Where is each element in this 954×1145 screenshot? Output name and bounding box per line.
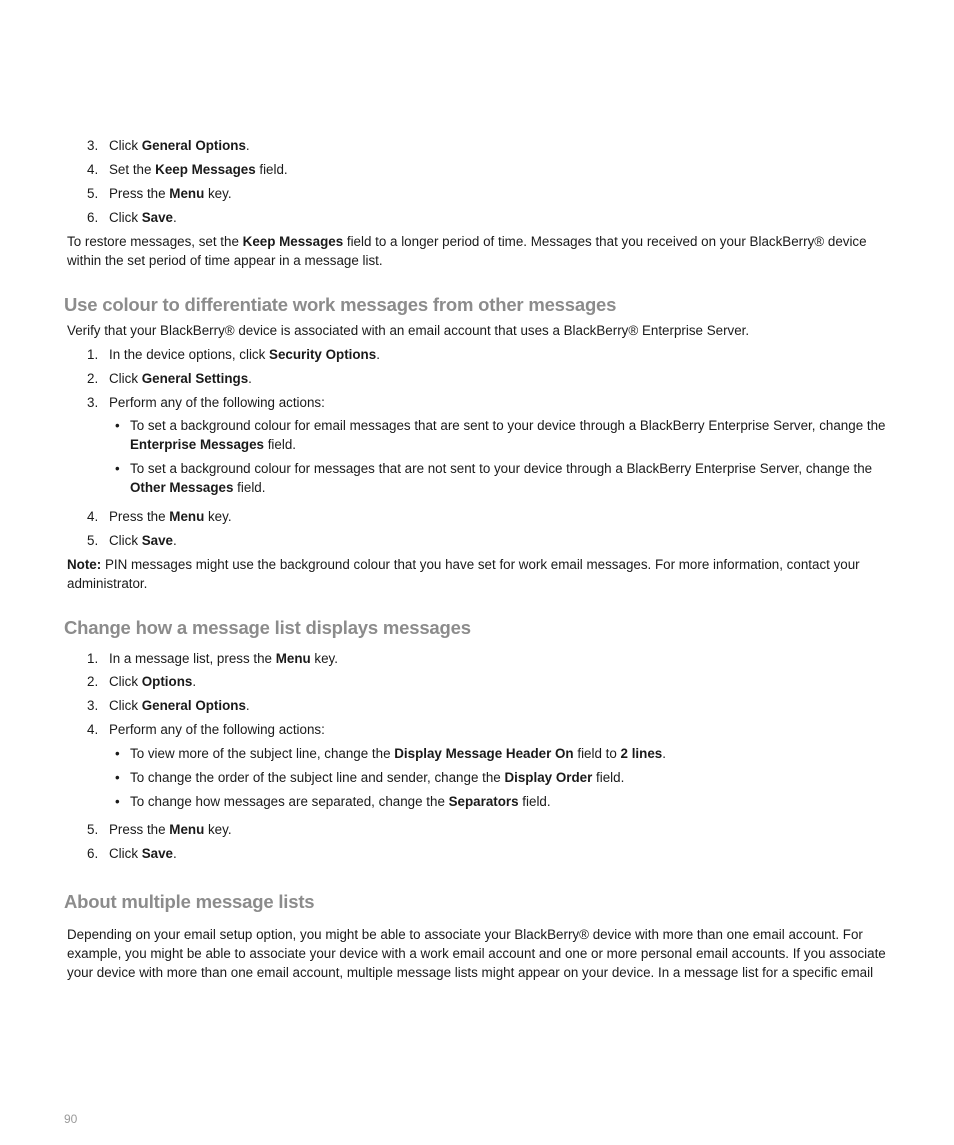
list-item: 5. Press the Menu key.	[87, 822, 232, 837]
bullet-icon: •	[115, 461, 120, 476]
list-item: 4. Perform any of the following actions:	[87, 722, 325, 737]
list-item: 5. Press the Menu key.	[87, 186, 232, 201]
body-paragraph: Depending on your email setup option, you might be able to associate your BlackBerry® device with more than one email account. For example, you might be able to associate your device with a work email account and one or more personal email accounts. If you associate your device with more than one email account, multiple message lists might appear on your device. In a message list for a specific email	[67, 927, 886, 980]
list-item: 4. Press the Menu key.	[87, 509, 232, 524]
list-item: 6. Click Save.	[87, 210, 177, 225]
bullet-icon: •	[115, 794, 120, 809]
list-item: 6. Click Save.	[87, 846, 177, 861]
bullet-item: • To set a background colour for email messages that are sent to your device through a BlackBerry Enterprise Server, change the Enterprise Messages field.	[115, 418, 886, 452]
list-item: 3. Click General Options.	[87, 138, 250, 153]
list-item: 1. In the device options, click Security Options.	[87, 347, 380, 362]
bullet-icon: •	[115, 770, 120, 785]
bullet-item: • To set a background colour for messages that are not sent to your device through a BlackBerry Enterprise Server, change the Other Messages field.	[115, 461, 873, 495]
page-number: 90	[64, 1112, 78, 1126]
bullet-icon: •	[115, 418, 120, 433]
bullet-item: • To change the order of the subject line and sender, change the Display Order field.	[115, 770, 625, 785]
list-item: 1. In a message list, press the Menu key.	[87, 651, 338, 666]
note-paragraph: Note: PIN messages might use the background colour that you have set for work email messages. For more information, contact your administrator.	[67, 557, 860, 591]
intro-paragraph: Verify that your BlackBerry® device is associated with an email account that uses a BlackBerry® Enterprise Server.	[67, 323, 750, 338]
list-item: 3. Perform any of the following actions:	[87, 395, 325, 410]
section-heading: About multiple message lists	[64, 891, 315, 912]
list-item: 4. Set the Keep Messages field.	[87, 162, 288, 177]
list-item: 3. Click General Options.	[87, 698, 250, 713]
list-item: 5. Click Save.	[87, 533, 177, 548]
list-item: 2. Click General Settings.	[87, 371, 252, 386]
section-heading: Use colour to differentiate work messages from other messages	[64, 294, 617, 315]
restore-paragraph: To restore messages, set the Keep Messages field to a longer period of time. Messages that you received on your BlackBerry® device within the set period of time appear in a message list.	[67, 234, 867, 268]
list-item: 2. Click Options.	[87, 674, 197, 689]
bullet-item: • To view more of the subject line, change the Display Message Header On field to 2 lines.	[115, 746, 666, 761]
bullet-item: • To change how messages are separated, change the Separators field.	[115, 794, 551, 809]
section-heading: Change how a message list displays messages	[64, 617, 471, 638]
bullet-icon: •	[115, 746, 120, 761]
